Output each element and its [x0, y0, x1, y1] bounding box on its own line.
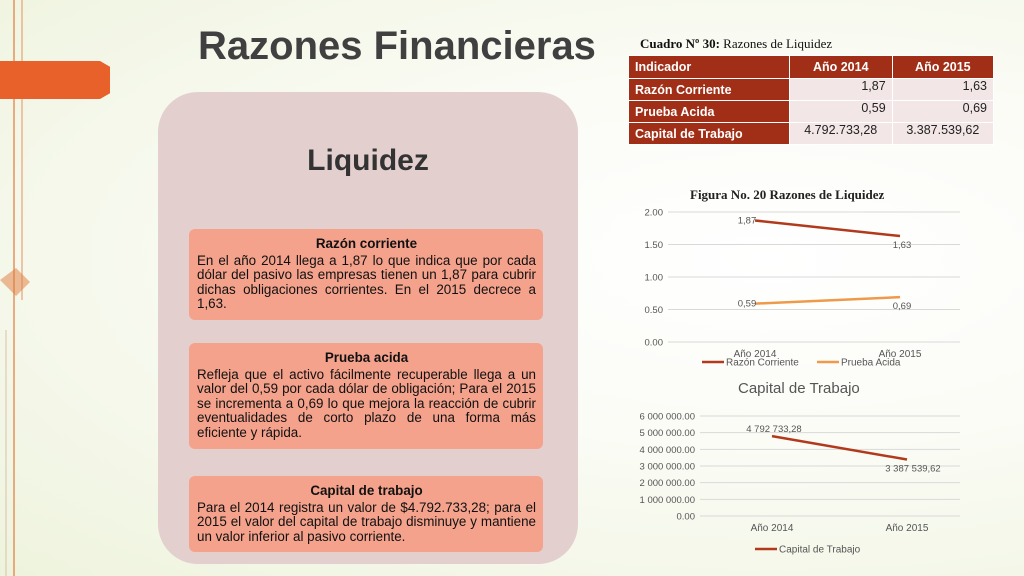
box-body: En el año 2014 llega a 1,87 lo que indica que por cada dólar del pasivo las empresas tienen un 1,87 para cubrir dichas obligaciones corrientes. En el 2015 decrece a 1,63. [197, 252, 536, 312]
row-value-2014: 4.792.733,28 [789, 123, 892, 145]
data-label: 4 792 733,28 [746, 424, 802, 436]
liquidez-table [628, 55, 994, 145]
y-tick-label: 2.00 [644, 207, 663, 219]
prueba-acida-box [189, 343, 543, 449]
y-tick-label: 0.00 [676, 511, 695, 523]
legend-label: Prueba Acida [841, 357, 901, 369]
table-caption [640, 36, 832, 52]
y-tick-label: 0.50 [644, 305, 663, 316]
row-value-2015: 0,69 [892, 101, 993, 123]
table-row [629, 123, 994, 145]
caption-label: Cuadro Nº 30: [640, 36, 720, 51]
data-label: 0,59 [737, 298, 757, 310]
capital-trabajo-box [189, 476, 543, 552]
x-tick-label: Año 2015 [878, 349, 922, 360]
razon-corriente-box [189, 229, 543, 320]
capital-trabajo-chart [600, 400, 1020, 560]
y-tick-label: 3 000 000.00 [639, 461, 695, 473]
box-heading: Razón corriente [315, 236, 418, 251]
series-line [755, 220, 900, 236]
liquidez-panel [158, 92, 578, 564]
x-tick-label: Año 2015 [885, 523, 929, 534]
box-body: Para el 2014 registra un valor de $4.792.733,28; para el 2015 el valor del capital de trabajo disminuye y mantiene un valor inferior al pasivo corriente. [197, 499, 536, 544]
box-body: Refleja que el activo fácilmente recuperable llega a un valor del 0,59 por cada dólar de obligación; Para el 2015 se incrementa a 0,69 lo que mejora la reacción de cubrir eventualidades de corto plazo de una forma más eficiente y rápida. [197, 366, 536, 440]
table-row [629, 101, 994, 123]
slide-title: Razones Financieras [198, 24, 596, 68]
row-value-2014: 1,87 [789, 79, 892, 101]
y-tick-label: 1.00 [644, 272, 663, 284]
data-label: 3 387 539,62 [885, 463, 941, 475]
header-indicador: Indicador [629, 56, 790, 79]
data-label: 1,63 [892, 240, 912, 252]
header-2015: Año 2015 [892, 56, 993, 79]
panel-title: Liquidez [307, 144, 429, 177]
box-heading: Prueba acida [324, 350, 409, 365]
row-indicator: Prueba Acida [629, 101, 790, 123]
row-indicator: Capital de Trabajo [629, 123, 790, 145]
y-tick-label: 2 000 000.00 [639, 478, 695, 490]
row-indicator: Razón Corriente [629, 79, 790, 101]
caption-text: Razones de Liquidez [719, 36, 833, 51]
chart1-title: Figura No. 20 Razones de Liquidez [690, 187, 885, 202]
row-value-2014: 0,59 [789, 101, 892, 123]
box-heading: Capital de trabajo [310, 483, 423, 498]
decorative-arrows [0, 0, 110, 576]
x-tick-label: Año 2014 [733, 349, 777, 360]
table-header [629, 56, 994, 79]
y-tick-label: 6 000 000.00 [639, 411, 695, 423]
data-label: 0,69 [892, 301, 912, 313]
series-line [755, 297, 900, 304]
y-tick-label: 5 000 000.00 [639, 428, 695, 440]
series-line [772, 436, 907, 459]
chart2-title: Capital de Trabajo [738, 380, 860, 397]
y-tick-label: 1 000 000.00 [639, 494, 695, 506]
y-tick-label: 4 000 000.00 [639, 444, 695, 456]
row-value-2015: 3.387.539,62 [892, 123, 993, 145]
liquidez-ratios-chart [600, 200, 1020, 372]
legend-label: Capital de Trabajo [779, 544, 861, 556]
x-tick-label: Año 2014 [750, 523, 794, 534]
table-row [629, 79, 994, 101]
legend-label: Razón Corriente [726, 357, 799, 369]
row-value-2015: 1,63 [892, 79, 993, 101]
y-tick-label: 1.50 [644, 240, 663, 251]
header-2014: Año 2014 [789, 56, 892, 79]
y-tick-label: 0.00 [644, 337, 663, 349]
data-label: 1,87 [737, 215, 757, 227]
